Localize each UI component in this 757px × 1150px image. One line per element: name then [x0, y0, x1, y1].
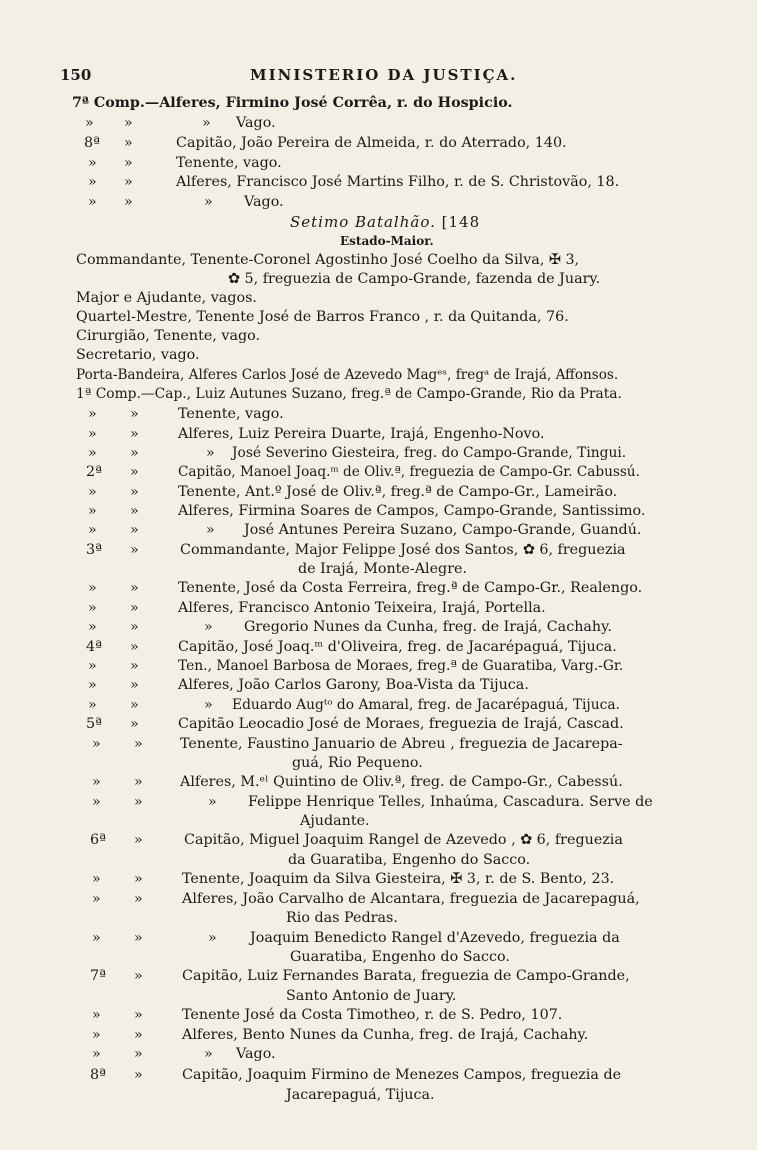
- entry-text: Felippe Henrique Telles, Inhaúma, Cascadura. Serve de: [248, 794, 653, 810]
- ditto-mark: »: [124, 155, 133, 171]
- entry-text: Capitão, José Joaq.ᵐ d'Oliveira, freg. de Jacarépaguá, Tijuca.: [178, 639, 617, 655]
- entry-text: Gregorio Nunes da Cunha, freg. de Irajá, Cachahy.: [244, 619, 612, 635]
- ditto-mark: »: [85, 115, 94, 131]
- entry-text: Vago.: [236, 115, 276, 131]
- entry-text: Alferes, M.ᵉˡ Quintino de Oliv.ª, freg. de Campo-Gr., Cabessú.: [180, 774, 623, 790]
- text-line: Ajudante.: [300, 813, 370, 829]
- entry-text: Capitão Leocadio José de Moraes, freguezia de Irajá, Cascad.: [178, 716, 624, 732]
- text-line: Rio das Pedras.: [286, 910, 398, 926]
- entry-text: Vago.: [244, 194, 284, 210]
- entry-text: Joaquim Benedicto Rangel d'Azevedo, freguezia da: [250, 930, 620, 946]
- document-page: 150 MINISTERIO DA JUSTIÇA. 7ª Comp.—Alferes, Firmino José Corrêa, r. do Hospicio. » » » Vago. 8ª » Capitão, João Pereira de Almeida, r. do Aterrado, 140. » » Tenente, vago. » » Alferes, Francisco José Martins Filho, r. de S. Christovão, 18. » » » Vago. Setimo Batalhão. [148 Estado-Maior. Commandante, Tenente-Coronel Agostinho José Coelho da Silva, ✠ 3, ✿ 5, freguezia de Campo-Grande, fazenda de Juary. Major e Ajudante, vagos. Quartel-Mestre, Tenente José de Barros Franco , r. da Quitanda, 76. Cirurgião, Tenente, vago. Secretario, vago. Porta-Bandeira, Alferes Carlos José de Azevedo Magᵉˢ, fregᵃ de Irajá, Affonsos. 1ª Comp.—Cap., Luiz Autunes Suzano, freg.ª de Campo-Grande, Rio da Prata. » » Tenente, vago. » » Alferes, Luiz Pereira Duarte, Irajá, Engenho-Novo. » » » José Severino Giesteira, freg. do Campo-Grande, Tingui. 2ª » Capitão, Manoel Joaq.ᵐ de Oliv.ª, freguezia de Campo-Gr. Cabussú. » » Tenente, Ant.º José de Oliv.ª, freg.ª de Campo-Gr., Lameirão. » » Alferes, Firmina Soares de Campos, Campo-Grande, Santissimo. » » » José Antunes Pereira Suzano, Campo-Grande, Guandú. 3ª » Commandante, Major Felippe José dos Santos, ✿ 6, freguezia de Irajá, Monte-Alegre. » » Tenente, José da Costa Ferreira, freg.ª de Campo-Gr., Realengo. » » Alferes, Francisco Antonio Teixeira, Irajá, Portella. » » » Gregorio Nunes da Cunha, freg. de Irajá, Cachahy. 4ª » Capitão, José Joaq.ᵐ d'Oliveira, freg. de Jacarépaguá, Tijuca. » » Ten., Manoel Barbosa de Moraes, freg.ª de Guaratiba, Varg.-Gr. » » Alferes, João Carlos Garony, Boa-Vista da Tijuca. » » » Eduardo Augᵗᵒ do Amaral, freg. de Jacarépaguá, Tijuca. 5ª » Capitão Leocadio José de Moraes, freguezia de Irajá, Cascad. » » Tenente, Faustino Januario de Abreu , freguezia de Jacarepa- guá, Rio Pequeno. » » Alferes, M.ᵉˡ Quintino de Oliv.ª, freg. de Campo-Gr., Cabessú. » » » Felippe Henrique Telles, Inhaúma, Cascadura. Serve de Ajudante. 6ª » Capitão, Miguel Joaquim Rangel de Azevedo , ✿ 6, freguezia da Guaratiba, Engenho do Sacco. » » Tenente, Joaquim da Silva Giesteira, ✠ 3, r. de S. Bento, 23. » » Alferes, João Carvalho de Alcantara, freguezia de Jacarepaguá, Rio das Pedras. » » » Joaquim Benedicto Rangel d'Azevedo, freguezia da Guaratiba, Engenho do Sacco. 7ª » Capitão, Luiz Fernandes Barata, freguezia de Campo-Grande, Santo Antonio de Juary. » » Tenente José da Costa Timotheo, r. de S. Pedro, 107. » » Alferes, Bento Nunes da Cunha, freg. de Irajá, Cachahy. » » » Vago. 8ª » Capitão, Joaquim Firmino de Menezes Campos, freguezia de Jacarepaguá, Tijuca.: [60, 66, 653, 1103]
- section-ref: [148: [441, 213, 481, 231]
- entry-text: Tenente, Faustino Januario de Abreu , freguezia de Jacarepa-: [180, 736, 623, 752]
- text-line: Guaratiba, Engenho do Sacco.: [290, 949, 510, 965]
- entry-text: Capitão, Miguel Joaquim Rangel de Azevedo , ✿ 6, freguezia: [184, 832, 623, 848]
- entry-text: José Severino Giesteira, freg. do Campo-Grande, Tingui.: [232, 445, 627, 461]
- entry-text: Ten., Manoel Barbosa de Moraes, freg.ª de Guaratiba, Varg.-Gr.: [178, 658, 624, 674]
- ditto-mark: »: [124, 115, 133, 131]
- entry-text: Tenente, vago.: [178, 406, 284, 422]
- entry-text: Commandante, Major Felippe José dos Santos, ✿ 6, freguezia: [180, 542, 626, 558]
- ditto-mark: »: [88, 155, 97, 171]
- company-number: 8ª: [84, 135, 100, 151]
- text-line: [72, 94, 513, 112]
- entry-text: Tenente, José da Costa Ferreira, freg.ª de Campo-Gr., Realengo.: [178, 580, 643, 596]
- page-number: 150: [60, 66, 92, 84]
- entry-text: Alferes, Bento Nunes da Cunha, freg. de Irajá, Cachahy.: [182, 1027, 589, 1043]
- text-line: guá, Rio Pequeno.: [292, 755, 423, 771]
- staff-line: Commandante, Tenente-Coronel Agostinho José Coelho da Silva, ✠ 3,: [76, 252, 580, 268]
- text-line: de Irajá, Monte-Alegre.: [298, 561, 468, 577]
- entry-text: Capitão, Manoel Joaq.ᵐ de Oliv.ª, freguezia de Campo-Gr. Cabussú.: [178, 464, 640, 480]
- ditto-mark: »: [202, 115, 211, 131]
- entry-text: Capitão, João Pereira de Almeida, r. do Aterrado, 140.: [176, 135, 567, 151]
- page-title: MINISTERIO DA JUSTIÇA.: [250, 66, 518, 84]
- staff-line: Porta-Bandeira, Alferes Carlos José de Azevedo Magᵉˢ, fregᵃ de Irajá, Affonsos.: [76, 367, 619, 383]
- company-label: 7ª Comp.—: [72, 95, 160, 111]
- text-line: Santo Antonio de Juary.: [286, 988, 457, 1004]
- entry-text: Alferes, Francisco José Martins Filho, r. de S. Christovão, 18.: [176, 174, 620, 190]
- entry-text: Eduardo Augᵗᵒ do Amaral, freg. de Jacarépaguá, Tijuca.: [232, 697, 620, 713]
- entry-text: Capitão, Luiz Fernandes Barata, freguezia de Campo-Grande,: [182, 968, 630, 984]
- text-line: da Guaratiba, Engenho do Sacco.: [288, 852, 531, 868]
- entry-text: Vago.: [236, 1046, 276, 1062]
- ditto-mark: »: [124, 135, 133, 151]
- ditto-mark: »: [88, 174, 97, 190]
- entry-text: Tenente, Joaquim da Silva Giesteira, ✠ 3, r. de S. Bento, 23.: [182, 871, 615, 887]
- section-subtitle: Estado-Maior.: [340, 234, 434, 248]
- ditto-mark: »: [204, 194, 213, 210]
- entry-text: José Antunes Pereira Suzano, Campo-Grande, Guandú.: [244, 522, 642, 538]
- entry-text: Alferes, Luiz Pereira Duarte, Irajá, Engenho-Novo.: [178, 426, 545, 442]
- entry-text: Alferes, João Carvalho de Alcantara, freguezia de Jacarepaguá,: [182, 891, 640, 907]
- staff-line: Secretario, vago.: [76, 347, 200, 363]
- entry-text: Tenente, Ant.º José de Oliv.ª, freg.ª de Campo-Gr., Lameirão.: [178, 484, 618, 500]
- ditto-mark: »: [124, 174, 133, 190]
- entry-text: Alferes, Firmina Soares de Campos, Campo-Grande, Santissimo.: [178, 503, 646, 519]
- staff-line: Major e Ajudante, vagos.: [76, 290, 257, 306]
- entry-text: Tenente José da Costa Timotheo, r. de S. Pedro, 107.: [182, 1007, 563, 1023]
- ditto-mark: »: [124, 194, 133, 210]
- ditto-mark: »: [88, 194, 97, 210]
- entry-text: Alferes, Firmino José Corrêa, r. do Hospicio.: [159, 95, 513, 111]
- entry-text: Alferes, João Carlos Garony, Boa-Vista da Tijuca.: [178, 677, 529, 693]
- staff-line: Quartel-Mestre, Tenente José de Barros Franco , r. da Quitanda, 76.: [76, 309, 569, 325]
- entry-text: Capitão, Joaquim Firmino de Menezes Campos, freguezia de: [182, 1067, 622, 1083]
- staff-line: Cirurgião, Tenente, vago.: [76, 328, 261, 344]
- entry-text: Tenente, vago.: [176, 155, 282, 171]
- text-line: Jacarepaguá, Tijuca.: [286, 1087, 435, 1103]
- staff-line: 1ª Comp.—Cap., Luiz Autunes Suzano, freg.ª de Campo-Grande, Rio da Prata.: [76, 386, 622, 402]
- staff-line: ✿ 5, freguezia de Campo-Grande, fazenda de Juary.: [228, 271, 601, 287]
- section-title: Setimo Batalhão. [148: [290, 213, 481, 231]
- entry-text: Alferes, Francisco Antonio Teixeira, Irajá, Portella.: [178, 600, 546, 616]
